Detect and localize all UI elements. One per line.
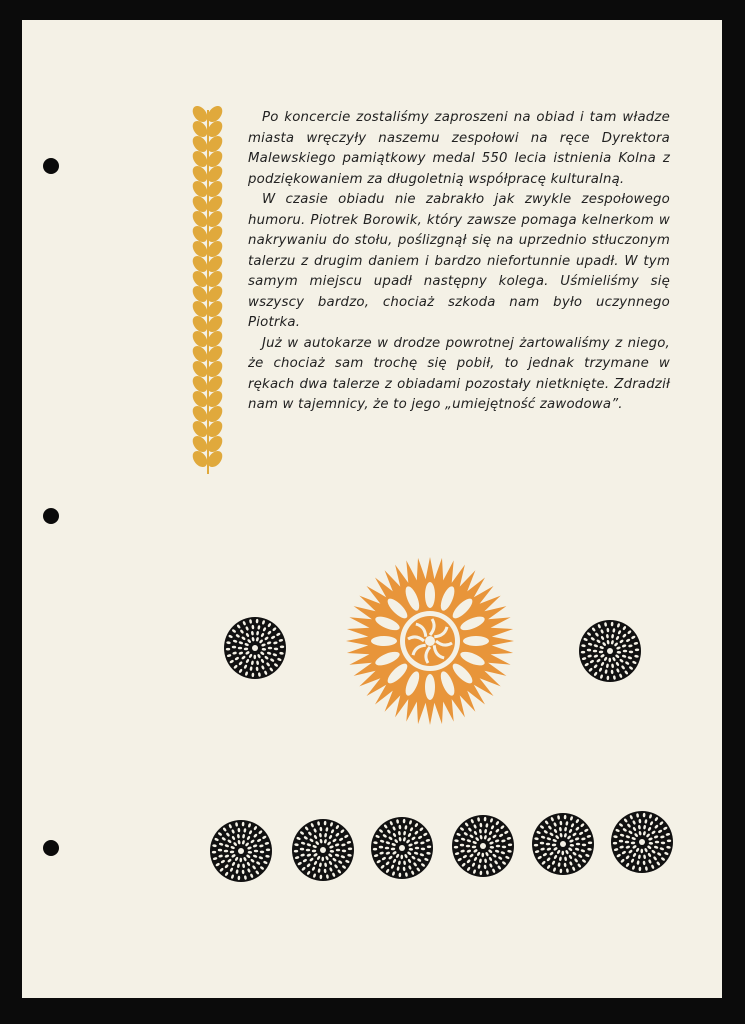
black-rosette-upper-left bbox=[222, 615, 288, 681]
punch-hole-bottom bbox=[43, 840, 59, 856]
paragraph-1: Po koncercie zostaliśmy zaproszeni na obiad i tam władze miasta wręczyły naszemu zespołowi na ręce Dyrektora Malewskiego pamiątkowy medal 550 lecia istnienia Kolna z podziękowaniem za długoletnią współpracę kulturalną. bbox=[248, 110, 670, 187]
paragraph-3: Już w autokarze w drodze powrotnej żartowaliśmy z niego, że chociaż sam trochę się pobił, to jednak trzymane w rękach dwa talerze z obiadami pozostały nietknięte. Zdradził nam w tajemnicy, że to jego „umiejętność zawodowa”. bbox=[248, 335, 670, 412]
black-rosette-bottom-3 bbox=[369, 815, 435, 881]
handwritten-text bbox=[248, 108, 670, 416]
black-rosette-bottom-4 bbox=[450, 813, 516, 879]
black-rosette-upper-right bbox=[577, 618, 643, 684]
paragraph-2: W czasie obiadu nie zabrakło jak zwykle zespołowego humoru. Piotrek Borowik, który zawsze pomaga kelnerkom w nakrywaniu do stołu, poślizgnął się na uprzednio stłuczonym talerzu z drugim daniem i bardzo niefortunnie upadł. W tym samym miejscu upadł następny kolega. Uśmieliśmy się wszyscy bardzo, chociaż szkoda nam było uczynnego Piotrka. bbox=[248, 192, 670, 330]
black-rosette-bottom-5 bbox=[530, 811, 596, 877]
punch-hole-top bbox=[43, 158, 59, 174]
black-rosette-bottom-1 bbox=[208, 818, 274, 884]
black-rosette-bottom-6 bbox=[609, 809, 675, 875]
punch-hole-middle bbox=[43, 508, 59, 524]
black-rosette-bottom-2 bbox=[290, 817, 356, 883]
wheat-stalk-decoration bbox=[188, 106, 228, 478]
scrapbook-page bbox=[22, 20, 722, 998]
orange-folk-paper-cut-ornament bbox=[344, 555, 516, 727]
